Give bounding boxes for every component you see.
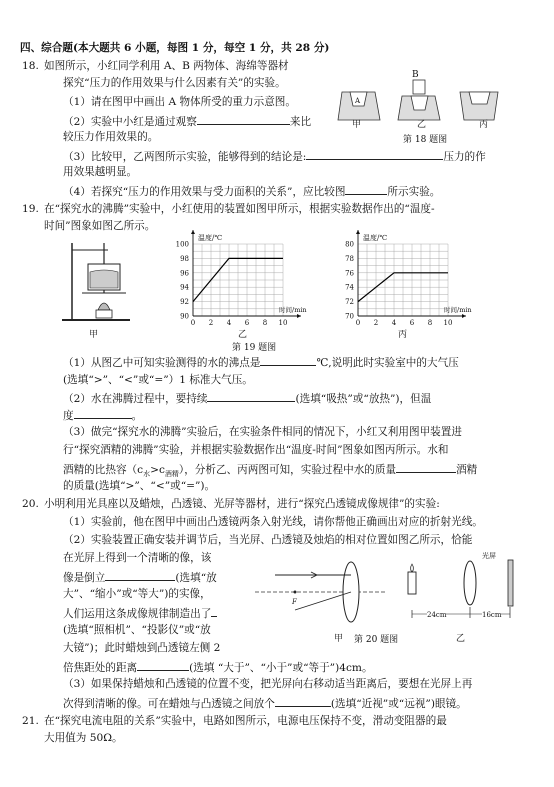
q19-line2: 时间”图象如图乙所示。 <box>44 220 156 232</box>
y-tick-label: 100 <box>175 240 189 249</box>
q20-number: 20. <box>22 498 39 510</box>
q20-part2-l8: 倍焦距处的距离 (选填 “大于”、“小于”或“等于”)4cm。 <box>63 659 373 675</box>
q19-part2-cont: 度 。 <box>63 407 142 423</box>
q19-part1-cont: (选填“>”、“<”或“=”）1 标准大气压。 <box>63 374 253 386</box>
x-tick-label: 6 <box>244 319 250 327</box>
x-axis-label: 时间/min <box>444 306 472 314</box>
q19-label-yi: 乙 <box>238 330 248 340</box>
x-tick-label: 2 <box>208 319 214 327</box>
q18-fig-label-bing: 丙 <box>479 120 489 130</box>
q19-chart-yi <box>165 232 325 332</box>
q18-part2: （2）实验中小红是通过观察 来比 <box>63 113 311 129</box>
q18-fig-bing <box>460 92 498 120</box>
q20-screen-label: 光屏 <box>482 552 496 560</box>
q18-blank1[interactable] <box>197 113 290 125</box>
q18-blank2[interactable] <box>306 148 443 160</box>
q20-line1: 小明利用光具座以及蜡烛，凸透镜、光屏等器材，进行“探究凸透镜成像规律”的实验: <box>44 498 440 510</box>
x-axis-arrow <box>297 314 301 318</box>
q18-block-b-label: B <box>412 70 419 80</box>
q20-part3-l2: 次得到清晰的像。可在蜡烛与凸透镜之间放个 (选填“近视”或“远视”)眼镜。 <box>63 695 467 711</box>
x-tick-label: 10 <box>443 319 453 327</box>
x-tick-label: 6 <box>409 319 415 327</box>
q19-blank2[interactable] <box>207 390 295 402</box>
y-tick-label: 80 <box>345 240 354 249</box>
q21-line1: 在“探究电流电阻的关系”实验中，电路如图所示，电源电压保持不变，滑动变阻器的最 <box>44 715 447 727</box>
y-tick-label: 72 <box>345 298 354 307</box>
x-axis-label: 时间/min <box>279 306 307 314</box>
q20-part2-l4: 大”、“缩小”或“等大”)的实像， <box>63 588 211 600</box>
x-tick-label: 8 <box>427 319 433 327</box>
q20-part2-l3: 像是倒立 (选填“放 <box>63 569 217 585</box>
y-tick-label: 76 <box>345 269 354 278</box>
q18-line2: 探究“压力的作用效果与什么因素有关”的实验。 <box>63 77 286 89</box>
q21-number: 21. <box>22 715 39 727</box>
q18-number: 18. <box>22 60 39 72</box>
y-tick-label: 90 <box>180 312 189 321</box>
q20-distance-2: 16cm <box>482 608 501 622</box>
q19-part3-line2: 行“探究酒精的沸腾”实验，并根据实验数据作出“温度-时间”图象如图丙所示。水和 <box>63 444 449 456</box>
q19-part3-line3: 酒精的比热容$(c_水>c_{酒精})$，分析乙、丙两图可知，实验过程中水的质量 酒精 <box>63 461 477 481</box>
q18-fig-caption: 第 18 题图 <box>403 135 448 145</box>
q20-label-jia: 甲 <box>334 634 344 644</box>
q20-part2-l5: 人们运用这条成像规律制造出了 <box>63 605 217 621</box>
y-axis-arrow <box>191 230 195 234</box>
q20-distance-1: 24cm <box>427 608 446 622</box>
x-tick-label: 0 <box>190 319 196 327</box>
q18-fig-yi <box>398 80 440 120</box>
q20-part2: （2）实验装置正确安装并调节后，当光屏、凸透镜及烛焰的相对位置如图乙所示，恰能 <box>63 534 473 546</box>
q21-line2: 大用值为 50Ω。 <box>44 732 123 744</box>
q18-fig-label-yi: 乙 <box>417 120 427 130</box>
q18-part3-cont: 用效果越明显。 <box>63 166 138 178</box>
y-tick-label: 92 <box>180 298 189 307</box>
q20-lens-figure <box>255 555 390 630</box>
q19-part1: （1）从图乙中可知实验测得的水的沸点是 ℃,说明此时实验室中的大气压 <box>63 354 459 370</box>
y-axis-label: 温度/℃ <box>363 234 388 242</box>
y-tick-label: 78 <box>345 254 354 263</box>
x-tick-label: 10 <box>278 319 288 327</box>
q18-block-a: A <box>355 97 361 105</box>
q20-blank2[interactable] <box>211 605 217 617</box>
q20-blank4[interactable] <box>275 695 331 707</box>
q19-part3: （3）做完“探究水的沸腾”实验后，在实验条件相同的情况下，小红又利用图甲装置进 <box>63 426 462 438</box>
x-tick-label: 4 <box>391 319 397 327</box>
q20-part2-l7: 大镜”)；此时蜡烛到凸透镜左侧 2 <box>63 642 221 654</box>
q20-part1: （1）实验前，他在图甲中画出凸透镜两条入射光线，请你帮他正确画出对应的折射光线。 <box>63 516 483 528</box>
x-tick-label: 4 <box>226 319 232 327</box>
y-tick-label: 96 <box>180 269 189 278</box>
q20-label-yi: 乙 <box>456 634 466 644</box>
q19-part2: （2）水在沸腾过程中，要持续 (选填“吸热”或“放热”)，但温 <box>63 390 431 406</box>
q19-blank3[interactable] <box>74 407 132 419</box>
q19-fig-caption: 第 19 题图 <box>232 343 277 353</box>
q20-blank1[interactable] <box>105 569 175 581</box>
q19-line1: 在“探究水的沸腾”实验中，小红使用的装置如图甲所示，根据实验数据作出的“温度- <box>44 203 435 215</box>
x-tick-label: 8 <box>262 319 268 327</box>
y-tick-label: 74 <box>345 283 354 292</box>
q19-label-jia: 甲 <box>89 330 99 340</box>
y-tick-label: 94 <box>180 283 189 292</box>
x-axis-arrow <box>462 314 466 318</box>
q19-blank1[interactable] <box>260 354 316 366</box>
y-axis-label: 温度/℃ <box>198 234 223 242</box>
q19-number: 19. <box>22 203 39 215</box>
q20-focus-f: F <box>292 598 297 606</box>
q20-fig-caption: 第 20 题图 <box>354 635 399 645</box>
q19-chart-bing <box>330 232 490 332</box>
q19-blank4[interactable] <box>396 461 456 473</box>
section-title: 四、综合题(本大题共 6 小题，每图 1 分，每空 1 分，共 28 分) <box>20 42 330 54</box>
y-tick-label: 98 <box>180 254 189 263</box>
q18-part1: （1）请在图甲中画出 A 物体所受的重力示意图。 <box>63 96 296 108</box>
q20-bench-figure <box>400 550 530 622</box>
q18-part3: （3）比较甲，乙两图所示实验，能够得到的结论是: 压力的作 <box>63 148 486 164</box>
q18-fig-jia <box>338 92 380 120</box>
q20-part2-l2: 在光屏上得到一个清晰的像，该 <box>63 552 212 564</box>
q20-part2-l6: (选填“照相机”、“投影仪”或“放 <box>63 624 211 636</box>
q18-fig-label-jia: 甲 <box>352 120 362 130</box>
q20-part3: （3）如果保持蜡烛和凸透镜的位置不变，把光屏向右移动适当距离后，要想在光屏上再 <box>63 678 473 690</box>
q20-blank3[interactable] <box>137 659 189 671</box>
q19-apparatus <box>60 238 140 328</box>
x-tick-label: 2 <box>373 319 379 327</box>
y-tick-label: 70 <box>345 312 354 321</box>
q18-blank3[interactable] <box>345 183 387 195</box>
q18-part2-cont: 较压力作用效果的。 <box>63 131 159 143</box>
q19-part3-line4: 的质量(选填“>”、“<”或“=”)。 <box>63 480 216 492</box>
q19-label-bing: 丙 <box>398 330 408 340</box>
y-axis-arrow <box>356 230 360 234</box>
q18-part4: （4）若探究“压力的作用效果与受力面积的关系”，应比较图 所示实验。 <box>63 183 440 199</box>
x-tick-label: 0 <box>355 319 361 327</box>
q18-line1: 如图所示，小红同学利用 A、B 两物体、海绵等器材 <box>44 60 289 72</box>
